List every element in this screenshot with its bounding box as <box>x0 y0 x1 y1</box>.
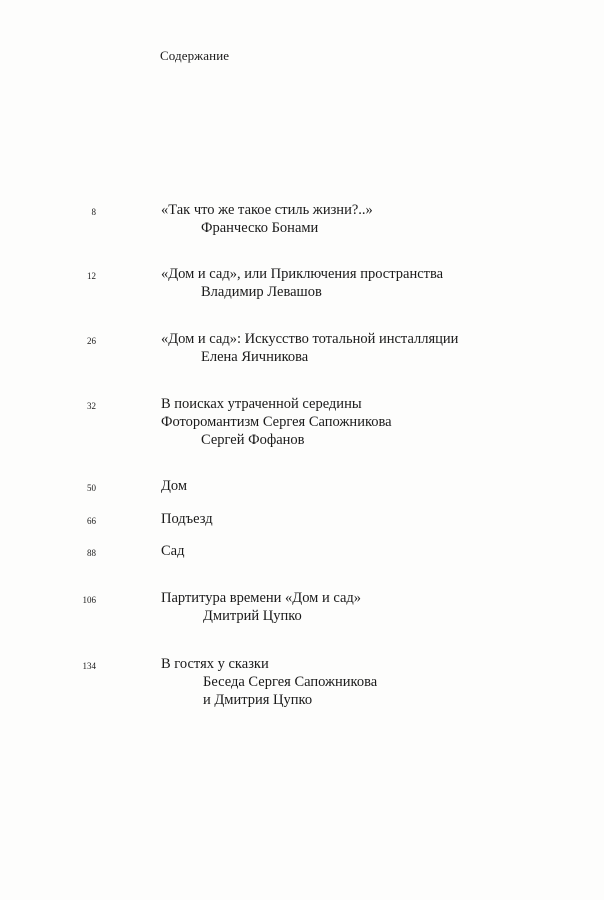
page-number: 106 <box>82 595 96 605</box>
page-number: 8 <box>91 207 96 217</box>
page-number: 26 <box>87 336 96 346</box>
entry-author: Елена Яичникова <box>201 349 309 365</box>
page-number: 32 <box>87 401 96 411</box>
entry-title: «Дом и сад», или Приключения пространства <box>161 266 444 282</box>
entry-title: В поисках утраченной середины <box>161 396 362 412</box>
page-number: 66 <box>87 516 96 526</box>
entry-author: Дмитрий Цупко <box>203 608 302 624</box>
page-number: 88 <box>87 548 96 558</box>
page-number: 50 <box>87 483 96 493</box>
entry-title: «Дом и сад»: Искусство тотальной инсталляции <box>161 331 459 347</box>
entry-title: Партитура времени «Дом и сад» <box>161 590 362 606</box>
entry-title: Дом <box>161 478 188 494</box>
entry-author: Сергей Фофанов <box>201 432 305 448</box>
toc-heading: Содержание <box>160 48 230 63</box>
entry-author: Франческо Бонами <box>201 220 319 236</box>
entry-subtitle: Фоторомантизм Сергея Сапожникова <box>161 414 392 430</box>
entry-title: Сад <box>161 543 185 559</box>
entry-title: Подъезд <box>161 511 213 527</box>
entry-subtitle: Беседа Сергея Сапожникова <box>203 674 378 690</box>
entry-author: Владимир Левашов <box>201 284 322 300</box>
page-number: 12 <box>87 271 96 281</box>
entry-title: В гостях у сказки <box>161 656 269 672</box>
entry-author: и Дмитрия Цупко <box>203 692 313 708</box>
entry-title: «Так что же такое стиль жизни?..» <box>161 202 373 218</box>
page-number: 134 <box>82 661 96 671</box>
